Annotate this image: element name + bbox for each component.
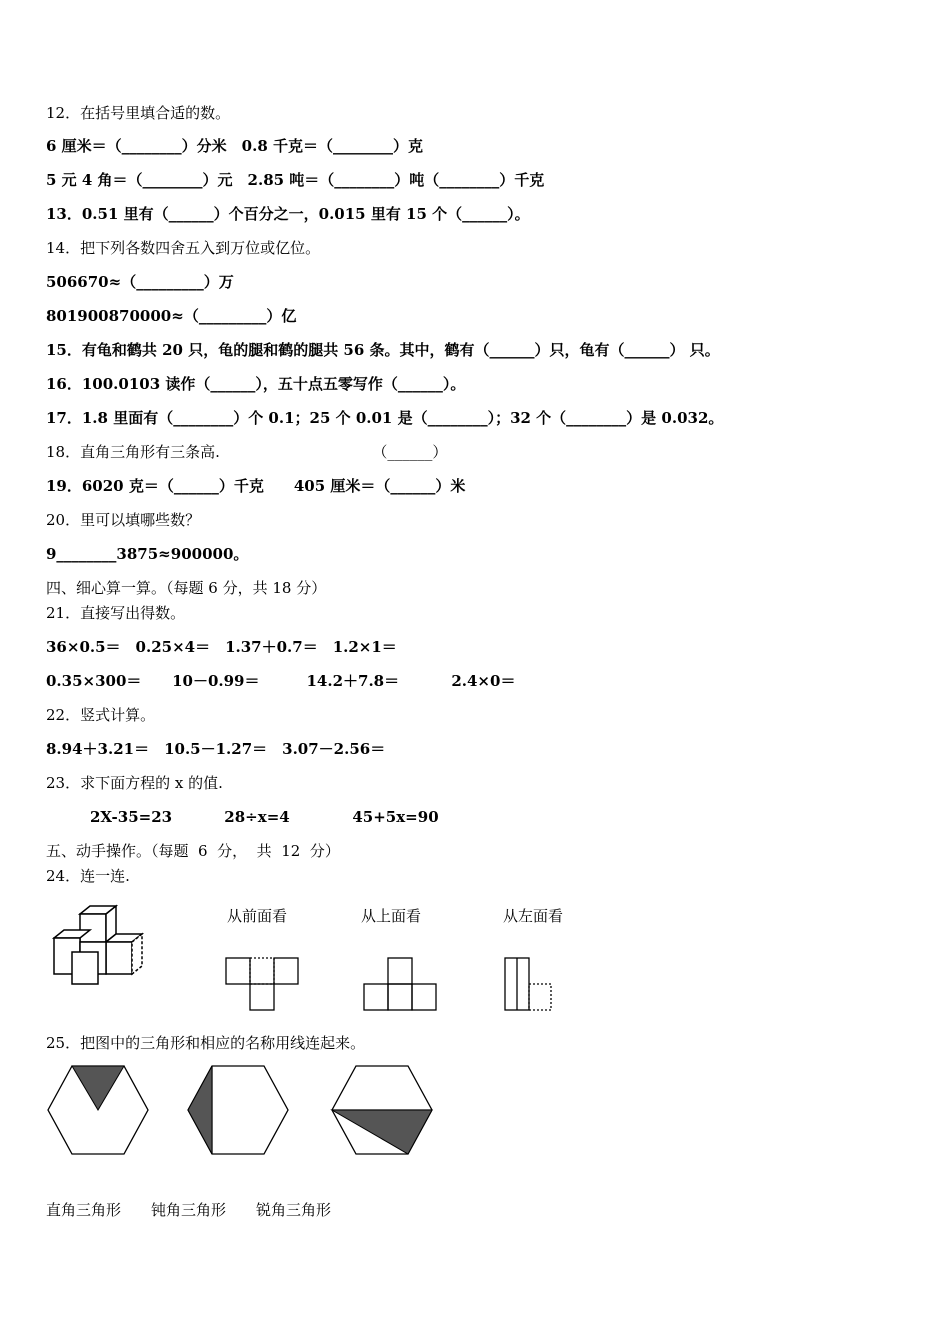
hexagon-acute-triangle-figure <box>46 1064 152 1156</box>
q24-title: 24．连一连. <box>46 867 130 885</box>
q14-title: 14．把下列各数四舍五入到万位或亿位。 <box>46 239 321 257</box>
hexagon-right-triangle-figure <box>186 1064 292 1156</box>
top-view-figure <box>362 956 440 1012</box>
left-view-figure <box>503 956 557 1012</box>
view-left-label: 从左面看 <box>503 907 564 925</box>
q12-line1: 6 厘米＝（________）分米 0.8 千克＝（________）克 <box>46 137 423 155</box>
triangle-names: 直角三角形 钝角三角形 锐角三角形 <box>46 1201 332 1219</box>
q14-line1: 506670≈（_________）万 <box>46 273 234 291</box>
q18: 18．直角三角形有三条高. （______） <box>46 443 448 461</box>
q20-title: 20．里可以填哪些数？ <box>46 511 201 529</box>
q19: 19．6020 克＝（______）千克 405 厘米＝（______）米 <box>46 477 466 495</box>
q22-line1: 8.94＋3.21＝ 10.5－1.27＝ 3.07－2.56＝ <box>46 740 386 758</box>
hexagon-obtuse-triangle-figure <box>330 1064 436 1156</box>
q22-title: 22．竖式计算。 <box>46 706 156 724</box>
q25-title: 25．把图中的三角形和相应的名称用线连起来。 <box>46 1034 366 1052</box>
q21-line1: 36×0.5＝ 0.25×4＝ 1.37＋0.7＝ 1.2×1＝ <box>46 638 397 656</box>
q12-title: 12．在括号里填合适的数。 <box>46 104 231 122</box>
q16: 16．100.0103 读作（______），五十点五零写作（______）。 <box>46 375 466 393</box>
q13: 13．0.51 里有（______）个百分之一，0.015 里有 15 个（______）。 <box>46 205 530 223</box>
q14-line2: 801900870000≈（_________）亿 <box>46 307 297 325</box>
q23-title: 23．求下面方程的 x 的值. <box>46 774 223 792</box>
q21-line2: 0.35×300＝ 10－0.99＝ 14.2＋7.8＝ 2.4×0＝ <box>46 672 516 690</box>
q21-title: 21．直接写出得数。 <box>46 604 186 622</box>
view-top-label: 从上面看 <box>361 907 422 925</box>
q20-line1: 9________3875≈900000。 <box>46 545 249 563</box>
view-front-label: 从前面看 <box>227 907 288 925</box>
front-view-figure <box>224 956 302 1012</box>
section-4-title: 四、细心算一算。（每题 6 分，共 18 分） <box>46 579 327 597</box>
q23-line1: 2X-35=23 28÷x=4 45+5x=90 <box>90 808 439 826</box>
cube-stack-figure <box>46 900 152 986</box>
q15: 15．有龟和鹤共 20 只，龟的腿和鹤的腿共 56 条。其中，鹤有（______）只，龟有（______） 只。 <box>46 341 720 359</box>
section-5-title: 五、动手操作。（每题 6 分， 共 12 分） <box>46 842 340 860</box>
q12-line2: 5 元 4 角＝（________）元 2.85 吨＝（________）吨（________）千克 <box>46 171 545 189</box>
q17: 17．1.8 里面有（________）个 0.1；25 个 0.01 是（________）；32 个（________）是 0.032。 <box>46 409 724 427</box>
